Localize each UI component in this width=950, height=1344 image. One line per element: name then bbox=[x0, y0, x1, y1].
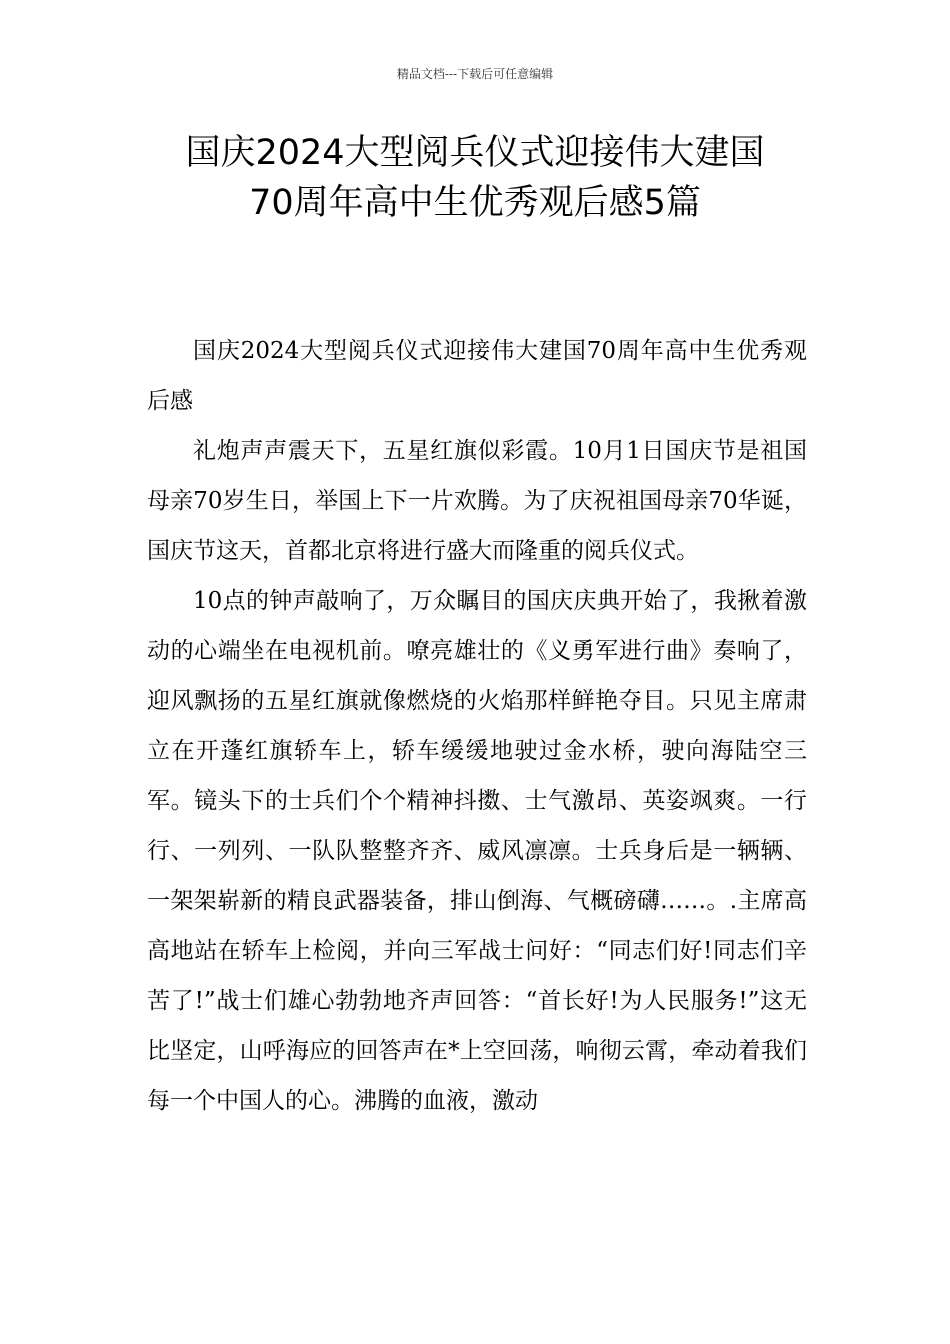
title-line-2: 70周年高中生优秀观后感5篇 bbox=[249, 183, 701, 223]
document-body bbox=[147, 326, 807, 1126]
header-note: 精品文档---下载后可任意编辑 bbox=[396, 67, 554, 81]
title-line-1: 国庆2024大型阅兵仪式迎接伟大建国 bbox=[185, 133, 765, 173]
paragraph: 礼炮声声震天下，五星红旗似彩霞。10月1日国庆节是祖国母亲70岁生日，举国上下一片欢腾。为了庆祝祖国母亲70华诞，国庆节这天，首都北京将进行盛大而隆重的阅兵仪式。 bbox=[147, 438, 807, 564]
paragraph: 10点的钟声敲响了，万众瞩目的国庆庆典开始了，我揪着激动的心端坐在电视机前。嘹亮雄壮的《义勇军进行曲》奏响了，迎风飘扬的五星红旗就像燃烧的火焰那样鲜艳夺目。只见主席肃立在开蓬红旗轿车上，轿车缓缓地驶过金水桥，驶向海陆空三军。镜头下的士兵们个个精神抖擞、士气激昂、英姿飒爽。一行行、一列列、一队队整整齐齐、威风凛凛。士兵身后是一辆辆、一架架崭新的精良武器装备，排山倒海、气概磅礴……。.主席高高地站在轿车上检阅，并向三军战士问好：“同志们好!同志们辛苦了!”战士们雄心勃勃地齐声回答：“首长好!为人民服务!”这无比坚定，山呼海应的回答声在*上空回荡，响彻云霄，牵动着我们每一个中国人的心。沸腾的血液，激动 bbox=[147, 588, 807, 1114]
paragraph-subtitle: 国庆2024大型阅兵仪式迎接伟大建国70周年高中生优秀观后感 bbox=[147, 338, 807, 414]
document-title bbox=[100, 128, 850, 228]
